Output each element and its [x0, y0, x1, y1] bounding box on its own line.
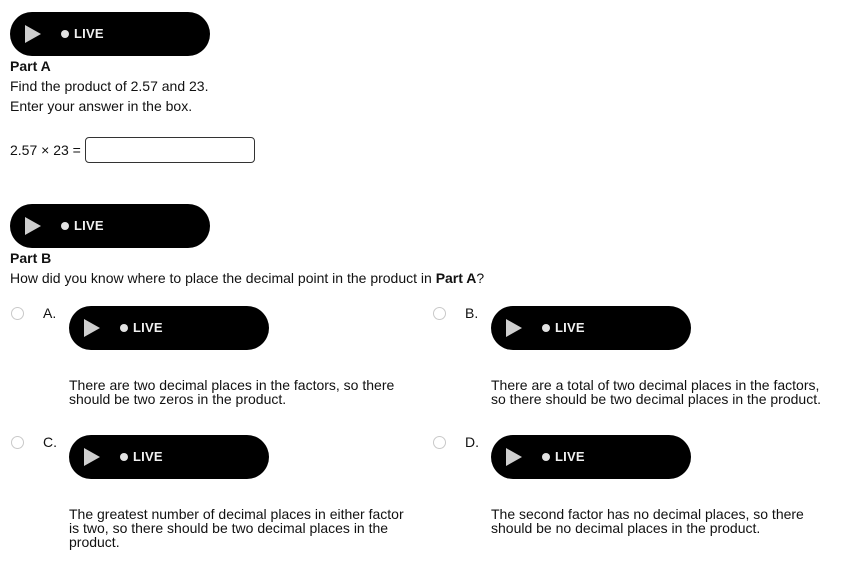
live-label: LIVE [133, 449, 163, 464]
live-dot-icon [120, 324, 128, 332]
play-icon[interactable] [506, 319, 522, 337]
live-dot-icon [542, 324, 550, 332]
option-c-radio[interactable] [11, 436, 24, 449]
live-label: LIVE [74, 26, 104, 41]
part-b-heading: Part B [10, 250, 52, 266]
live-label: LIVE [74, 218, 104, 233]
option-b-radio[interactable] [433, 307, 446, 320]
option-a-letter: A. [43, 305, 57, 321]
option-a-text: There are two decimal places in the factors, so there should be two zeros in the product. [69, 377, 395, 407]
live-dot-icon [120, 453, 128, 461]
option-b-audio-player[interactable] [491, 306, 691, 350]
option-b-letter: B. [465, 305, 479, 321]
play-icon[interactable] [84, 319, 100, 337]
play-icon[interactable] [25, 217, 41, 235]
live-label: LIVE [133, 320, 163, 335]
option-c-text: The greatest number of decimal places in either factor is two, so there should be two decimal places in the product. [69, 506, 404, 550]
equation-label: 2.57 × 23 = [10, 142, 81, 158]
option-d-text: The second factor has no decimal places, so there should be no decimal places in the product. [491, 506, 804, 536]
option-b-text: There are a total of two decimal places in the factors, so there should be two decimal places in the product. [491, 377, 821, 407]
answer-input[interactable] [85, 137, 255, 163]
option-a-radio[interactable] [11, 307, 24, 320]
play-icon[interactable] [506, 448, 522, 466]
option-a-audio-player[interactable] [69, 306, 269, 350]
option-d-audio-player[interactable] [491, 435, 691, 479]
part-a-audio-player[interactable] [10, 12, 210, 56]
live-dot-icon [61, 222, 69, 230]
option-c-letter: C. [43, 434, 57, 450]
part-a-instruction-2: Enter your answer in the box. [10, 98, 193, 114]
part-b-audio-player[interactable] [10, 204, 210, 248]
part-a-heading: Part A [10, 58, 51, 74]
live-label: LIVE [555, 449, 585, 464]
question-end: ? [476, 270, 485, 286]
play-icon[interactable] [25, 25, 41, 43]
part-a-instruction-1: Find the product of 2.57 and 23. [10, 78, 209, 94]
live-dot-icon [542, 453, 550, 461]
option-d-radio[interactable] [433, 436, 446, 449]
play-icon[interactable] [84, 448, 100, 466]
equation-row [10, 136, 255, 164]
option-c-audio-player[interactable] [69, 435, 269, 479]
question-text: How did you know where to place the decimal point in the product in [10, 270, 436, 286]
part-b-question [10, 268, 484, 288]
option-d-letter: D. [465, 434, 479, 450]
question-part-a-ref: Part A [435, 270, 477, 286]
live-label: LIVE [555, 320, 585, 335]
live-dot-icon [61, 30, 69, 38]
